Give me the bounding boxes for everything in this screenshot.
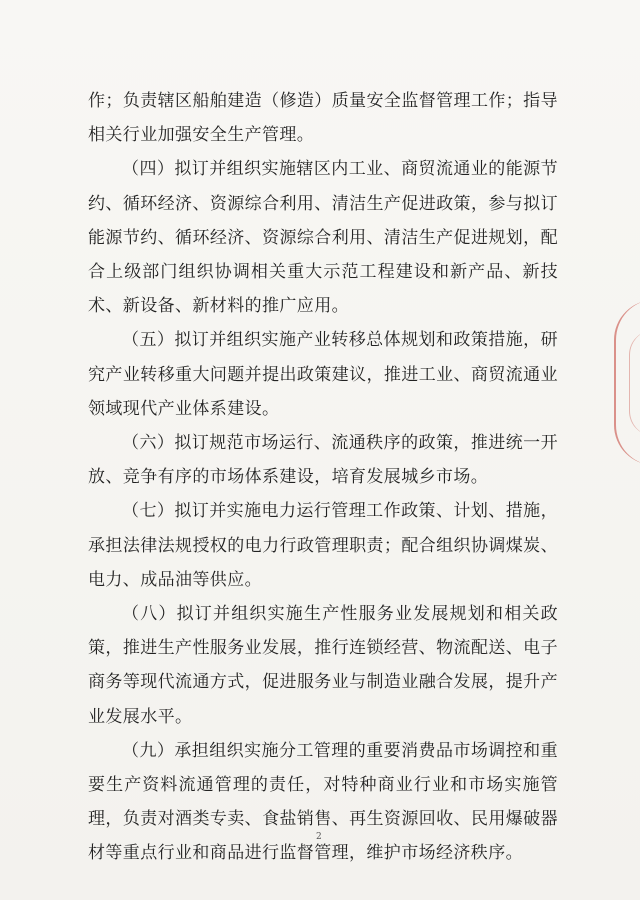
paragraph-item-nine: （九）承担组织实施分工管理的重要消费品市场调控和重要生产资料流通管理的责任，对特种商业行业和市场实施管理，负责对酒类专卖、食盐销售、再生资源回收、民用爆破器材等重点行业和商品进行监督管理，维护市场经济秩序。 (88, 740, 558, 864)
paragraph-item-seven: （七）拟订并实施电力运行管理工作政策、计划、措施，承担法律法规授权的电力行政管理职责；配合组织协调煤炭、电力、成品油等供应。 (88, 501, 558, 590)
page-number: 2 (316, 832, 322, 842)
paragraph-item-six: （六）拟订规范市场运行、流通秩序的政策，推进统一开放、竞争有序的市场体系建设，培育发展城乡市场。 (88, 433, 558, 488)
paragraph-item-five: （五）拟订并组织实施产业转移总体规划和政策措施，研究产业转移重大问题并提出政策建议，推进工业、商贸流通业领域现代产业体系建设。 (88, 330, 558, 419)
red-seal-fragment (614, 300, 640, 465)
paragraph-item-eight: （八）拟订并组织实施生产性服务业发展规划和相关政策，推进生产性服务业发展，推行连锁经营、物流配送、电子商务等现代流通方式，促进服务业与制造业融合发展，提升产业发展水平。 (88, 604, 558, 727)
paragraph-continuation: 作；负责辖区船舶建造（修造）质量安全监督管理工作；指导相关行业加强安全生产管理。 (88, 91, 558, 146)
red-seal-inner-ring (629, 330, 640, 436)
document-body (88, 84, 558, 871)
paragraph-item-four: （四）拟订并组织实施辖区内工业、商贸流通业的能源节约、循环经济、资源综合利用、清洁生产促进政策，参与拟订能源节约、循环经济、资源综合利用、清洁生产促进规划，配合上级部门组织协调相关重大示范工程建设和新产品、新技术、新设备、新材料的推广应用。 (88, 159, 558, 317)
